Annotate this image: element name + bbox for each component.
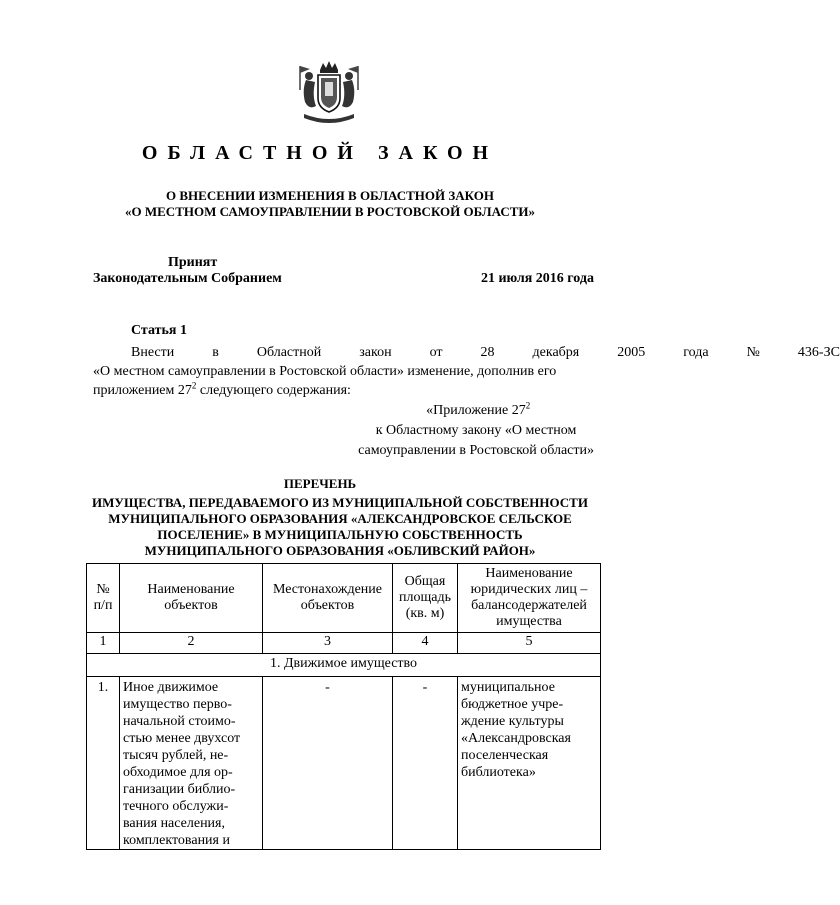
article-title: Статья 1 [131, 323, 187, 338]
object-name-line: обходимое для ор- [123, 765, 233, 780]
header-location: Местонахождение объектов [263, 564, 393, 633]
row-number: 1. [87, 677, 120, 850]
object-name-line: имущество перво- [123, 697, 232, 712]
adopted-label: Принят [168, 255, 218, 270]
object-name-line: ганизации библио- [123, 782, 236, 797]
article-word: закон [359, 345, 392, 360]
article-word: декабря [532, 345, 580, 360]
article-word: Внести [131, 345, 175, 360]
appendix-header [358, 401, 594, 461]
appendix-label [358, 401, 594, 421]
article-line-3b: следующего содержания: [196, 383, 351, 398]
appendix-line: самоуправлении в Ростовской области» [358, 443, 594, 458]
column-number: 2 [120, 633, 263, 654]
column-number: 4 [393, 633, 458, 654]
superscript: 2 [525, 400, 531, 411]
adopted-by: Законодательным Собранием [93, 271, 282, 286]
list-subtitle-line: ИМУЩЕСТВА, ПЕРЕДАВАЕМОГО ИЗ МУНИЦИПАЛЬНОЙ СОБСТВЕННОСТИ [92, 495, 588, 510]
article-line-2: «О местном самоуправлении в Ростовской области» изменение, дополнив его [93, 364, 557, 379]
article-word: № [746, 345, 760, 360]
header-holder: Наименование юридических лиц – балансодержателей имущества [458, 564, 601, 633]
object-location: - [263, 677, 393, 850]
list-subtitle [80, 495, 600, 559]
column-number: 5 [458, 633, 601, 654]
object-area: - [393, 677, 458, 850]
column-number-row [87, 633, 601, 654]
list-subtitle-line: МУНИЦИПАЛЬНОГО ОБРАЗОВАНИЯ «ОБЛИВСКИЙ РАЙОН» [144, 543, 536, 558]
property-table [86, 563, 601, 850]
article-word: 28 [480, 345, 495, 360]
article-line-3a: приложением 27 [93, 383, 192, 398]
article-word: от [429, 345, 443, 360]
superscript: 2 [191, 380, 197, 391]
law-title-line: «О МЕСТНОМ САМОУПРАВЛЕНИИ В РОСТОВСКОЙ ОБЛАСТИ» [125, 204, 535, 219]
object-name-line: стью менее двухсот [123, 731, 241, 746]
object-name-line: комплектования и [123, 833, 230, 848]
balance-holder-line: поселенческая [461, 748, 549, 763]
law-title-line: О ВНЕСЕНИИ ИЗМЕНЕНИЯ В ОБЛАСТНОЙ ЗАКОН [166, 188, 494, 203]
balance-holder-line: ждение культуры [461, 714, 564, 729]
balance-holder-line: бюджетное учре- [461, 697, 564, 712]
balance-holder [458, 677, 601, 850]
balance-holder-line: библиотека» [461, 765, 536, 780]
object-name-line: начальной стоимо- [123, 714, 236, 729]
balance-holder-line: «Александровская [461, 731, 571, 746]
column-number: 3 [263, 633, 393, 654]
article-word: 2005 [617, 345, 646, 360]
article-line-3 [93, 381, 594, 400]
section-row [87, 654, 601, 677]
appendix-label-text: «Приложение 27 [426, 403, 526, 418]
list-title: ПЕРЕЧЕНЬ [283, 476, 357, 491]
table-row [87, 677, 601, 850]
article-word: в [212, 345, 219, 360]
rostov-region-coat-of-arms-icon [296, 60, 362, 128]
header-area: Общая площадь (кв. м) [393, 564, 458, 633]
section-heading: 1. Движимое имущество [87, 654, 601, 677]
law-type-heading: ОБЛАСТНОЙ ЗАКОН [141, 142, 499, 164]
adoption-date: 21 июля 2016 года [480, 271, 594, 286]
list-subtitle-line: МУНИЦИПАЛЬНОГО ОБРАЗОВАНИЯ «АЛЕКСАНДРОВСКОЕ СЕЛЬСКОЕ [108, 511, 572, 526]
object-name-line: вания населения, [123, 816, 225, 831]
article-word: 436-ЗС [797, 345, 840, 360]
object-name-line: Иное движимое [123, 680, 219, 695]
appendix-line: к Областному закону «О местном [375, 423, 577, 438]
header-name: Наименование объектов [120, 564, 263, 633]
article-text [93, 343, 840, 400]
table-header-row [87, 564, 601, 633]
object-name-line: тысяч рублей, не- [123, 748, 229, 763]
law-title [80, 188, 580, 220]
balance-holder-line: муниципальное [461, 680, 555, 695]
object-name [120, 677, 263, 850]
object-name-line: течного обслужи- [123, 799, 229, 814]
header-number: № п/п [87, 564, 120, 633]
article-word: года [683, 345, 709, 360]
column-number: 1 [87, 633, 120, 654]
article-line-1 [93, 343, 840, 362]
article-word: Областной [256, 345, 322, 360]
list-subtitle-line: ПОСЕЛЕНИЕ» В МУНИЦИПАЛЬНУЮ СОБСТВЕННОСТЬ [157, 527, 523, 542]
